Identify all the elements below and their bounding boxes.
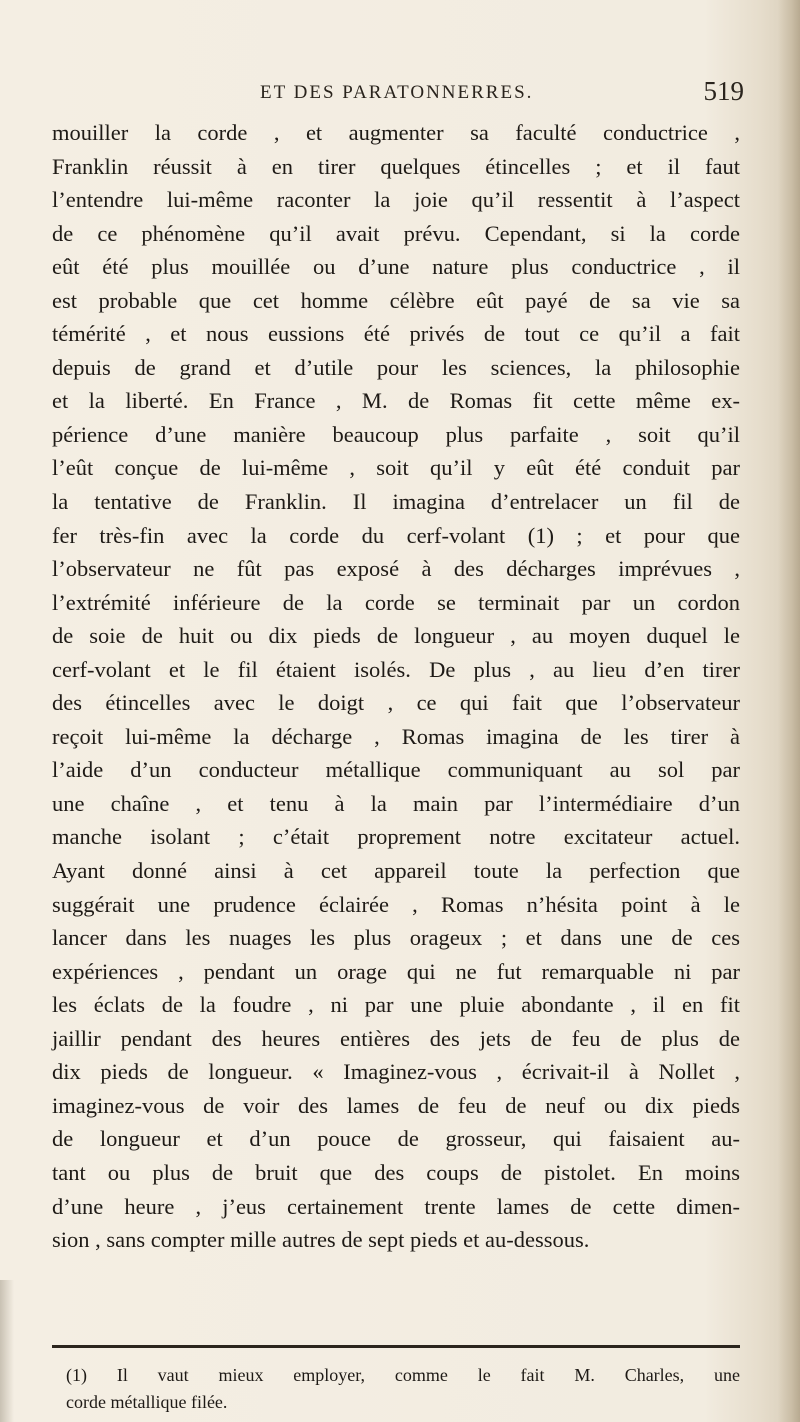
text-line: l’extrémité inférieure de la corde se terminait par un cordon	[52, 589, 740, 615]
text-line: la tentative de Franklin. Il imagina d’entrelacer un fil de	[52, 489, 740, 515]
text-line: d’une heure , j’eus certainement trente lames de cette dimen-	[52, 1193, 740, 1219]
text-line: tant ou plus de bruit que des coups de pistolet. En moins	[52, 1159, 740, 1185]
text-line: l’eût conçue de lui-même , soit qu’il y eût été conduit par	[52, 455, 740, 481]
running-title: ET DES PARATONNERRES.	[260, 82, 534, 103]
text-line: reçoit lui-même la décharge , Romas imagina de les tirer à	[52, 723, 740, 749]
body-text	[52, 116, 740, 1257]
text-line: depuis de grand et d’utile pour les sciences, la philosophie	[52, 354, 740, 380]
running-head	[50, 76, 750, 110]
text-line: l’entendre lui-même raconter la joie qu’il ressentit à l’aspect	[52, 187, 740, 213]
text-line: témérité , et nous eussions été privés de tout ce qu’il a fait	[52, 321, 740, 347]
binding-shadow	[0, 1280, 14, 1422]
footnote-rule	[52, 1345, 740, 1348]
text-line: dix pieds de longueur. « Imaginez-vous , écrivait-il à Nollet ,	[52, 1059, 740, 1085]
page-number: 519	[703, 76, 744, 106]
text-line: sion , sans compter mille autres de sept pieds et au-dessous.	[52, 1227, 590, 1253]
text-line: expériences , pendant un orage qui ne fut remarquable ni par	[52, 958, 740, 984]
page-edge-shadow	[778, 0, 800, 1422]
text-line: les éclats de la foudre , ni par une pluie abondante , il en fit	[52, 992, 740, 1018]
text-line: Ayant donné ainsi à cet appareil toute la perfection que	[52, 858, 740, 884]
text-line: lancer dans les nuages les plus orageux ; et dans une de ces	[52, 925, 740, 951]
text-line: Franklin réussit à en tirer quelques étincelles ; et il faut	[52, 153, 740, 179]
text-line: est probable que cet homme célèbre eût payé de sa vie sa	[52, 287, 740, 313]
text-line: une chaîne , et tenu à la main par l’intermédiaire d’un	[52, 790, 740, 816]
text-line: fer très-fin avec la corde du cerf-volant (1) ; et pour que	[52, 522, 740, 548]
text-line: périence d’une manière beaucoup plus parfaite , soit qu’il	[52, 421, 740, 447]
text-line: de ce phénomène qu’il avait prévu. Cependant, si la corde	[52, 220, 740, 246]
text-line: cerf-volant et le fil étaient isolés. De plus , au lieu d’en tirer	[52, 656, 740, 682]
text-line: mouiller la corde , et augmenter sa faculté conductrice ,	[52, 120, 740, 145]
text-line: manche isolant ; c’était proprement notre excitateur actuel.	[52, 824, 740, 850]
text-line: jaillir pendant des heures entières des jets de feu de plus de	[52, 1025, 740, 1051]
text-line: l’aide d’un conducteur métallique communiquant au sol par	[52, 757, 740, 783]
text-line: l’observateur ne fût pas exposé à des décharges imprévues ,	[52, 556, 740, 582]
footnote	[52, 1362, 740, 1416]
text-line: eût été plus mouillée ou d’une nature plus conductrice , il	[52, 254, 740, 280]
text-line: de soie de huit ou dix pieds de longueur , au moyen duquel le	[52, 623, 740, 649]
footnote-line: (1) Il vaut mieux employer, comme le fait M. Charles, une	[66, 1365, 740, 1385]
text-line: de longueur et d’un pouce de grosseur, qui faisaient au-	[52, 1126, 740, 1152]
text-line: et la liberté. En France , M. de Romas fit cette même ex-	[52, 388, 740, 414]
text-line: imaginez-vous de voir des lames de feu de neuf ou dix pieds	[52, 1092, 740, 1118]
footnote-line: corde métallique filée.	[66, 1392, 228, 1412]
text-line: des étincelles avec le doigt , ce qui fait que l’observateur	[52, 690, 740, 716]
text-line: suggérait une prudence éclairée , Romas n’hésita point à le	[52, 891, 740, 917]
